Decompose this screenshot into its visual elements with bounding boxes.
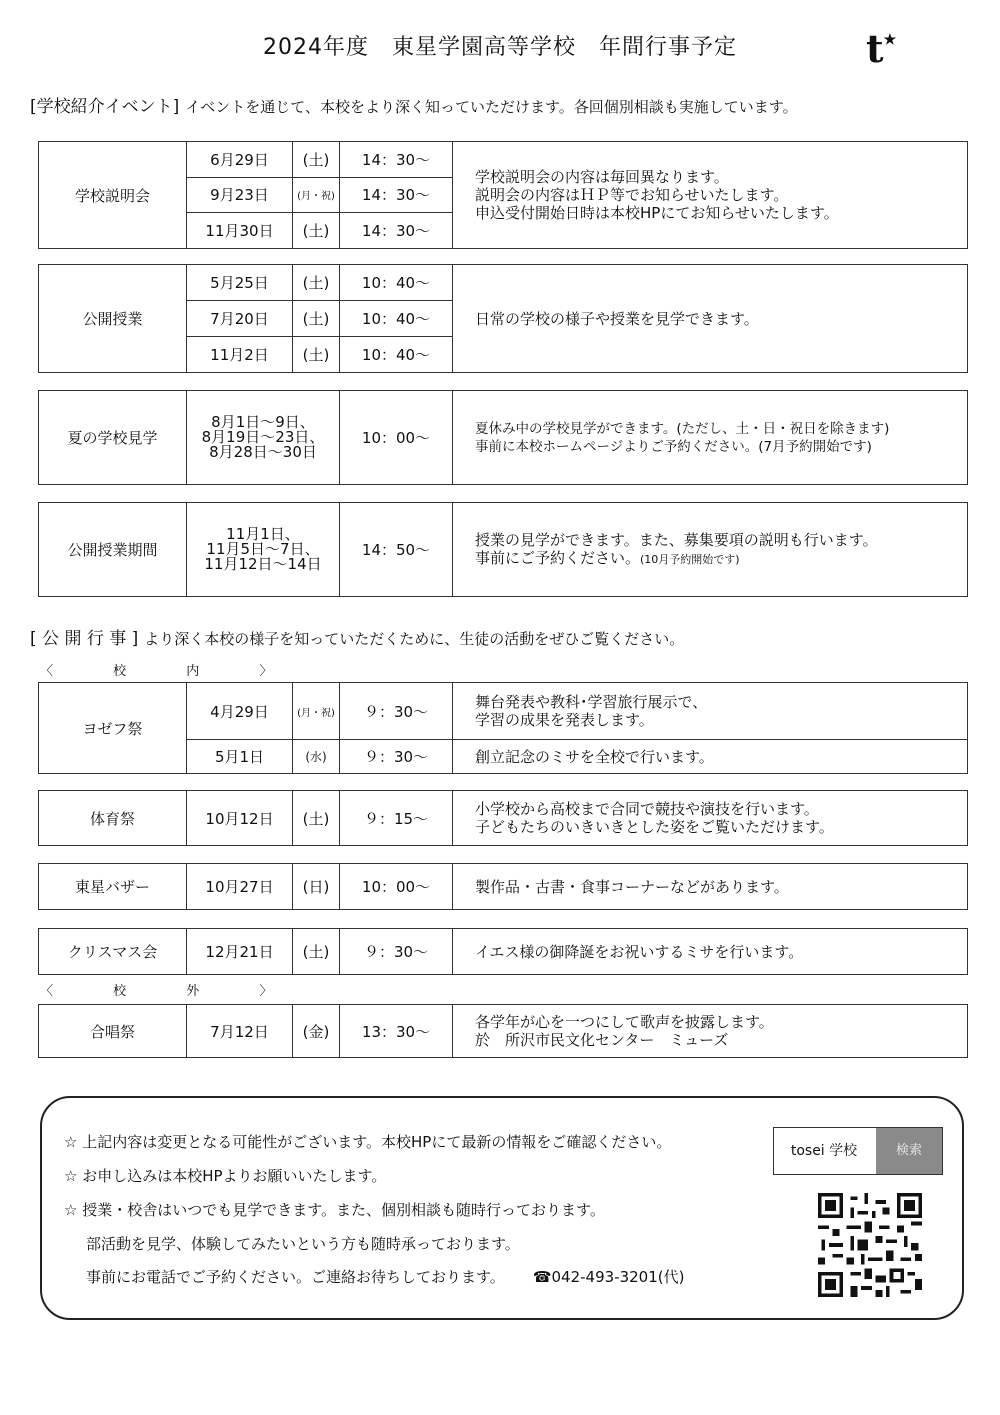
event-dow: (土) [293, 337, 340, 373]
event-time: ９：30〜 [340, 683, 453, 740]
web-search-box [773, 1127, 943, 1175]
event-name: 合唱祭 [39, 1005, 187, 1058]
section-intro-events [30, 92, 798, 117]
event-dow: (月・祝) [293, 683, 340, 740]
event-time: 14：50〜 [340, 503, 453, 597]
event-note: 小学校から高校まで合同で競技や演技を行います。 子どもたちのいきいきとした姿をご覧いただけます。 [453, 791, 968, 846]
event-dow: (土) [293, 265, 340, 301]
event-date: 11月30日 [187, 213, 293, 249]
notice-line: ☆ 上記内容は変更となる可能性がございます。本校HPにて最新の情報をご確認ください。 [64, 1133, 672, 1151]
event-table-koukai-kikan [38, 502, 968, 597]
event-date: 4月29日 [187, 683, 293, 740]
event-name: 東星バザー [39, 864, 187, 910]
event-name: 夏の学校見学 [39, 391, 187, 485]
event-note: 舞台発表や教科･学習旅行展示で、 学習の成果を発表します。 [453, 683, 968, 740]
event-note: 夏休み中の学校見学ができます。(ただし、土・日・祝日を除きます) 事前に本校ホームページよりご予約ください。(7月予約開始です) [453, 391, 968, 485]
event-date: 5月25日 [187, 265, 293, 301]
event-date: 5月1日 [187, 740, 293, 774]
notice-line: ☆ 授業・校舎はいつでも見学できます。また、個別相談も随時行っております。 [64, 1201, 605, 1219]
event-time: 10：40〜 [340, 265, 453, 301]
event-table-setsumeikai [38, 141, 968, 249]
event-name: 体育祭 [39, 791, 187, 846]
notice-line: 事前にお電話でご予約ください。ご連絡お待ちしております。 ☎042-493-3201(代) [86, 1268, 685, 1286]
event-table-bazaar [38, 863, 968, 910]
event-date-list: 8月1日〜9日、 8月19日〜23日、 8月28日〜30日 [187, 391, 340, 485]
event-table-gassho [38, 1004, 968, 1058]
event-date: 10月12日 [187, 791, 293, 846]
section-intro-public [30, 624, 684, 649]
event-time: 14：30〜 [340, 142, 453, 178]
event-date: 7月12日 [187, 1005, 293, 1058]
subheading-outside: 〈 校 外 〉 [40, 984, 301, 999]
notice-line: ☆ お申し込みは本校HPよりお願いいたします。 [64, 1167, 387, 1185]
event-date: 11月2日 [187, 337, 293, 373]
event-time: 10：40〜 [340, 337, 453, 373]
event-note: 創立記念のミサを全校で行います。 [453, 740, 968, 774]
event-dow: (金) [293, 1005, 340, 1058]
phone-number: ☎042-493-3201(代) [532, 1268, 685, 1286]
event-note: 製作品・古書・食事コーナーなどがあります。 [453, 864, 968, 910]
event-date: 6月29日 [187, 142, 293, 178]
event-name: 公開授業 [39, 265, 187, 373]
event-name: ヨゼフ祭 [39, 683, 187, 774]
notice-line: 部活動を見学、体験してみたいという方も随時承っております。 [86, 1235, 520, 1253]
event-table-christmas [38, 928, 968, 975]
event-note: イエス様の御降誕をお祝いするミサを行います。 [453, 929, 968, 975]
event-time: 10：00〜 [340, 864, 453, 910]
event-dow: (日) [293, 864, 340, 910]
event-note: 学校説明会の内容は毎回異なります。 説明会の内容はＨＰ等でお知らせいたします。 申込受付開始日時は本校HPにてお知らせいたします。 [453, 142, 968, 249]
subheading-inside: 〈 校 内 〉 [40, 664, 301, 679]
section-heading: [学校紹介イベント] [30, 97, 180, 117]
event-time: 10：00〜 [340, 391, 453, 485]
section-heading: [ 公 開 行 事 ] [30, 629, 139, 649]
event-dow: (水) [293, 740, 340, 774]
search-button: 検索 [876, 1128, 942, 1174]
event-dow: (土) [293, 791, 340, 846]
qr-code-icon [815, 1193, 925, 1297]
event-date: 10月27日 [187, 864, 293, 910]
event-name: 学校説明会 [39, 142, 187, 249]
event-date: 12月21日 [187, 929, 293, 975]
section-description: イベントを通じて、本校をより深く知っていただけます。各回個別相談も実施しています。 [185, 98, 798, 116]
event-table-koukai-jugyo [38, 264, 968, 373]
school-logo: t★ [866, 26, 897, 71]
event-name: クリスマス会 [39, 929, 187, 975]
event-name: 公開授業期間 [39, 503, 187, 597]
event-date: 7月20日 [187, 301, 293, 337]
page-title: 2024年度 東星学園高等学校 年間行事予定 [263, 35, 737, 60]
event-note: 日常の学校の様子や授業を見学できます。 [453, 265, 968, 373]
event-note: 各学年が心を一つにして歌声を披露します。 於 所沢市民文化センター ミューズ [453, 1005, 968, 1058]
section-description: より深く本校の様子を知っていただくために、生徒の活動をぜひご覧ください。 [144, 630, 685, 648]
event-time: 14：30〜 [340, 177, 453, 213]
event-time: ９：15〜 [340, 791, 453, 846]
event-table-yosefu [38, 682, 968, 774]
event-time: 10：40〜 [340, 301, 453, 337]
event-table-taiikusai [38, 790, 968, 846]
event-dow: (土) [293, 213, 340, 249]
event-time: 14：30〜 [340, 213, 453, 249]
event-time: 13：30〜 [340, 1005, 453, 1058]
event-dow: (土) [293, 929, 340, 975]
search-query: tosei 学校 [790, 1143, 858, 1159]
event-dow: (月・祝) [293, 177, 340, 213]
event-date: 9月23日 [187, 177, 293, 213]
event-note: 授業の見学ができます。また、募集要項の説明も行います。 事前にご予約ください。(10月予約開始です) [453, 503, 968, 597]
event-time: ９：30〜 [340, 740, 453, 774]
event-date-list: 11月1日、 11月5日〜7日、 11月12日〜14日 [187, 503, 340, 597]
event-dow: (土) [293, 301, 340, 337]
event-dow: (土) [293, 142, 340, 178]
event-table-natsu-kengaku [38, 390, 968, 485]
event-time: ９：30〜 [340, 929, 453, 975]
